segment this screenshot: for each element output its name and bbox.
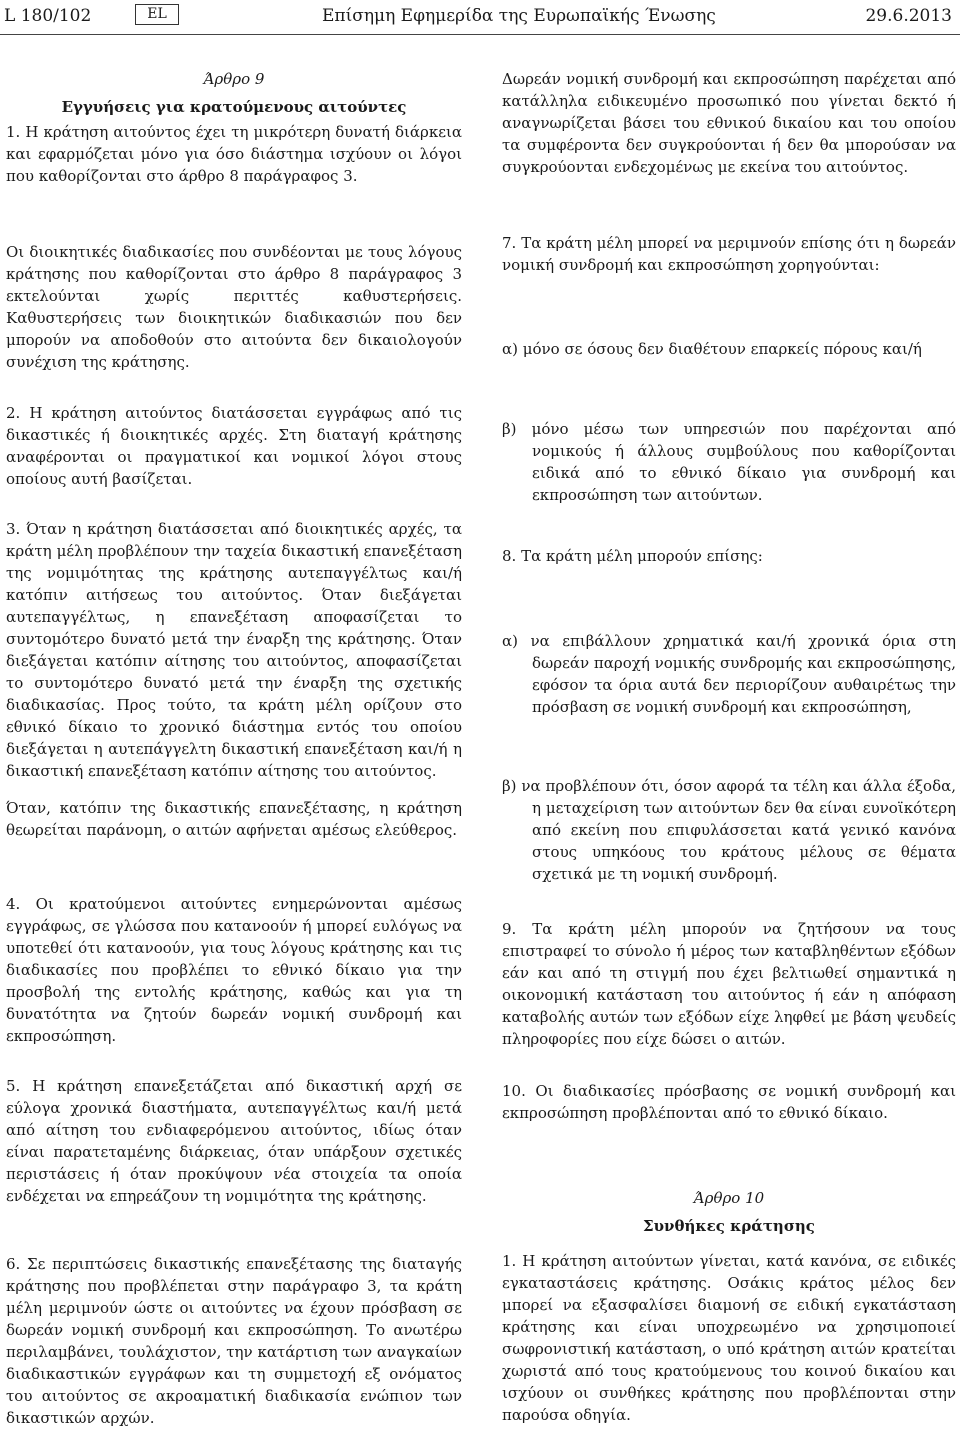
article-9-title: Άρθρο 9 (203, 70, 265, 88)
paragraph-3: 3. Όταν η κράτηση διατάσσεται από διοικητικές αρχές, τα κράτη μέλη προβλέπουν την ταχεία δικαστική επανεξέταση της νομιμότητας της κράτησης αυτεπαγγέλτως και/ή κατόπιν αιτήσεως του αιτούντος. Όταν διεξάγεται αυτεπαγγέλτως, η επανεξέταση αποφασίζεται το συντομότερο δυνατό μετά την έναρξη της κράτησης. Όταν διεξάγεται κατόπιν αίτησης του αιτούντος, αποφασίζεται το συντομότερο δυνατό μετά την έναρξη της σχετικής διαδικασίας. Προς τούτο, τα κράτη μέλη ορίζουν στο εθνικό δίκαιο το χρονικό διάστημα εντός του οποίου διεξάγεται η αυτεπάγγελτη δικαστική επανεξέταση και/ή η δικαστική επανεξέταση κατόπιν αίτησης του αιτούντος. (6, 520, 462, 780)
paragraph-10: 10. Οι διαδικασίες πρόσβασης σε νομική συνδρομή και εκπροσώπηση προβλέπονται από το εθνικό δίκαιο. (502, 1082, 956, 1122)
paragraph-9: 9. Τα κράτη μέλη μπορούν να ζητήσουν να τους επιστραφεί το σύνολο ή μέρος των καταβληθέντων εξόδων εάν και από τη στιγμή που έχει βελτιωθεί σημαντικά η οικονομική κατάσταση του αιτούντος ή εάν η απόφαση καταβολής αυτών των εξόδων είχε ληφθεί με βάση ψευδείς πληροφορίες που είχε δώσει ο αιτών. (502, 920, 956, 1048)
paragraph-1: 1. Η κράτηση αιτούντος έχει τη μικρότερη δυνατή διάρκεια και εφαρμόζεται μόνο για όσο διάστημα ισχύουν οι λόγοι που καθορίζονται στο άρθρο 8 παράγραφος 3. (6, 123, 462, 185)
article-10-heading: Συνθήκες κράτησης (643, 1217, 815, 1235)
paragraph-4: 4. Οι κρατούμενοι αιτούντες ενημερώνονται αμέσως εγγράφως, σε γλώσσα που κατανοούν ή μπορεί ευλόγως να υποτεθεί ότι κατανοούν, για τους λόγους κράτησης και τις διαδικασίες που προβλέπει το εθνικό δίκαιο για την προσβολή της εντολής κράτησης, καθώς και για τη δυνατότητα να ζητούν δωρεάν νομική συνδρομή και εκπροσώπηση. (6, 895, 462, 1045)
article-10-paragraph-1: 1. Η κράτηση αιτούντων γίνεται, κατά κανόνα, σε ειδικές εγκαταστάσεις κράτησης. Οσάκις κράτος μέλος δεν μπορεί να εξασφαλίσει διαμονή σε ειδική εγκατάσταση κράτησης και είναι υποχρεωμένο να χρησιμοποιεί σωφρονιστική κατάσταση, ο υπό κράτηση αιτών κρατείται χωριστά από τους κρατούμενους του κοινού δικαίου και ισχύουν οι συνθήκες κράτησης που προβλέπονται στην παρούσα οδηγία. (502, 1252, 956, 1424)
legal-aid-provision: Δωρεάν νομική συνδρομή και εκπροσώπηση παρέχεται από κατάλληλα ειδικευμένο προσωπικό που γίνεται δεκτό ή αναγνωρίζεται βάσει του εθνικού δικαίου και του οποίου τα συμφέροντα δεν συγκρούονται ή δεν θα μπορούσαν να συγκρούονται ενδεχομένως με εκείνα του αιτούντος. (502, 70, 956, 176)
paragraph-8: 8. Τα κράτη μέλη μπορούν επίσης: (502, 547, 763, 565)
paragraph-1-continued: Οι διοικητικές διαδικασίες που συνδέονται με τους λόγους κράτησης που καθορίζονται στο άρθρο 8 παράγραφος 3 εκτελούνται χωρίς περιττές καθυστερήσεις. Καθυστερήσεις των διοικητικών διαδικασιών που δεν μπορούν να αποδοθούν στο αιτούντα δεν δικαιολογούν συνέχιση της κράτησης. (6, 243, 462, 371)
article-10-title: Άρθρο 10 (693, 1189, 765, 1207)
paragraph-5: 5. Η κράτηση επανεξετάζεται από δικαστική αρχή σε εύλογα χρονικά διαστήματα, αυτεπαγγέλτως και/ή μετά από αίτηση του ενδιαφερόμενου αιτούντος, ιδίως όταν είναι παρατεταμένης διάρκειας, όταν υπάρξουν σχετικές περιστάσεις ή όταν προκύψουν νέα στοιχεία τα οποία ενδέχεται να επηρεάζουν τη νομιμότητα της κράτησης. (6, 1077, 462, 1205)
paragraph-7: 7. Τα κράτη μέλη μπορεί να μεριμνούν επίσης ότι η δωρεάν νομική συνδρομή και εκπροσώπηση χορηγούνται: (502, 234, 956, 274)
paragraph-7-point-b: β) μόνο μέσω των υπηρεσιών που παρέχονται από νομικούς ή άλλους συμβούλους που καθορίζονται ειδικά από το εθνικό δίκαιο για συνδρομή και εκπροσώπηση των αιτούντων. (502, 420, 956, 504)
article-9-heading: Εγγυήσεις για κρατούμενους αιτούντες (61, 98, 407, 116)
page-reference: L 180/102 (4, 6, 92, 26)
paragraph-2: 2. Η κράτηση αιτούντος διατάσσεται εγγράφως από τις δικαστικές ή διοικητικές αρχές. Στη διαταγή κράτησης αναφέρονται οι πραγματικοί και νομικοί λόγοι στους οποίους αυτή βασίζεται. (6, 404, 462, 488)
page-header (0, 0, 960, 40)
header-divider (0, 34, 960, 35)
paragraph-8-point-a: α) να επιβάλλουν χρηματικά και/ή χρονικά όρια στη δωρεάν παροχή νομικής συνδρομής και εκπροσώπησης, εφόσον τα όρια αυτά δεν περιορίζουν αυθαιρέτως την πρόσβαση σε νομική συνδρομή και εκπροσώπηση, (502, 632, 956, 716)
paragraph-3-continued: Όταν, κατόπιν της δικαστικής επανεξέτασης, η κράτηση θεωρείται παράνομη, ο αιτών αφήνεται αμέσως ελεύθερος. (6, 799, 462, 839)
paragraph-6: 6. Σε περιπτώσεις δικαστικής επανεξέτασης της διαταγής κράτησης που προβλέπεται στην παράγραφο 3, τα κράτη μέλη μεριμνούν ώστε οι αιτούντες να έχουν πρόσβαση σε δωρεάν νομική συνδρομή και εκπροσώπηση. Το ανωτέρω περιλαμβάνει, τουλάχιστον, την κατάρτιση των αναγκαίων διαδικαστικών εγγράφων και τη συμμετοχή εξ ονόματος του αιτούντος σε ακροαματική διαδικασία ενώπιον των δικαστικών αρχών. (6, 1255, 462, 1427)
language-code-badge: EL (135, 4, 179, 25)
journal-title: Επίσημη Εφημερίδα της Ευρωπαϊκής Ένωσης (322, 6, 716, 26)
paragraph-7-point-a: α) μόνο σε όσους δεν διαθέτουν επαρκείς πόρους και/ή (502, 340, 922, 358)
publication-date: 29.6.2013 (865, 6, 952, 26)
paragraph-8-point-b: β) να προβλέπουν ότι, όσον αφορά τα τέλη και άλλα έξοδα, η μεταχείριση των αιτούντων δεν θα είναι ευνοϊκότερη από εκείνη που επιφυλάσσεται κατά γενικό κανόνα στους υπηκόους του κράτους μέλους σε θέματα σχετικά με τη νομική συνδρομή. (502, 777, 956, 883)
